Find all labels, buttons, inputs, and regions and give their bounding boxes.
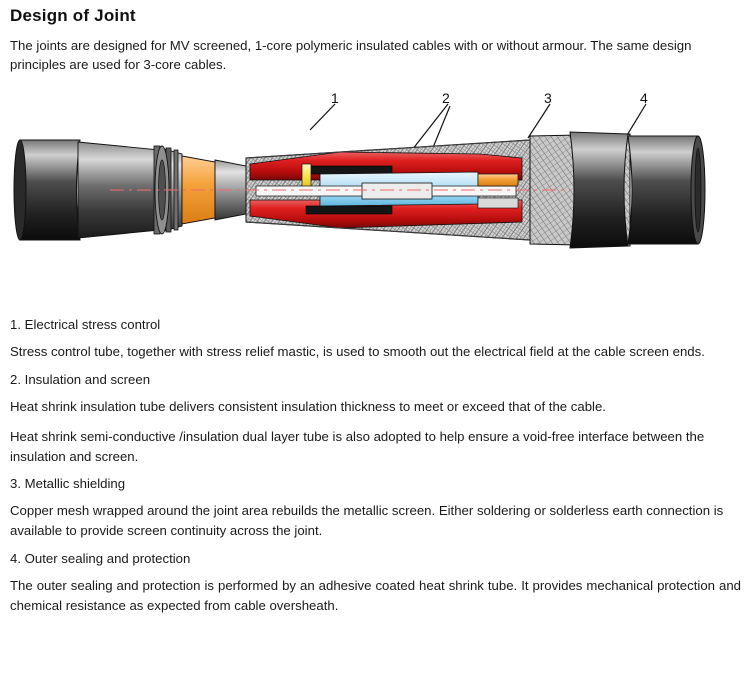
- section-paragraph-3-1: Copper mesh wrapped around the joint area rebuilds the metallic screen. Either soldering or solderless earth connection is available to provide screen continuity across the joint.: [10, 503, 724, 539]
- section-heading-3: 3. Metallic shielding: [10, 476, 126, 492]
- section-heading-4: 4. Outer sealing and protection: [10, 551, 191, 567]
- section-heading-1: 1. Electrical stress control: [10, 317, 161, 333]
- section-paragraph-4-1: The outer sealing and protection is performed by an adhesive coated heat shrink tube. It provides mechanical protection and chemical resistance as expected from cable oversheath.: [10, 578, 741, 613]
- section-paragraph-2-1: Heat shrink insulation tube delivers consistent insulation thickness to meet or exceed that of the cable.: [10, 399, 606, 415]
- document-page: [0, 6, 751, 693]
- cable-joint-figure: [10, 88, 741, 293]
- intro-paragraph: The joints are designed for MV screened, 1-core polymeric insulated cables with or without armour. The same design principles are used for 3-core cables.: [10, 38, 692, 73]
- section-paragraph-2-2: Heat shrink semi-conductive /insulation dual layer tube is also adopted to help ensure a void-free interface between the insulation and screen.: [10, 428, 705, 464]
- callout-label-4: 4: [640, 90, 648, 107]
- callout-label-1: 1: [331, 90, 339, 107]
- cable-joint-cutaway-svg: [10, 88, 741, 293]
- section-heading-2: 2. Insulation and screen: [10, 372, 151, 388]
- section-paragraph-1-1: Stress control tube, together with stress relief mastic, is used to smooth out the electrical field at the cable screen ends.: [10, 344, 705, 360]
- page-title: Design of Joint: [10, 6, 136, 25]
- callout-label-2: 2: [442, 90, 450, 107]
- callout-label-3: 3: [544, 90, 552, 107]
